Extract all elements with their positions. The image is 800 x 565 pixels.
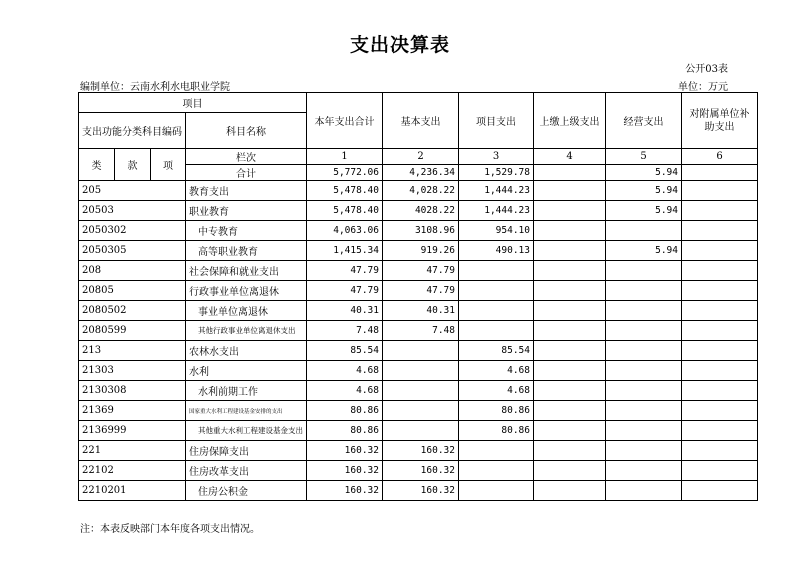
amount-cell: 160.32	[307, 481, 383, 501]
header-subject-name: 科目名称	[186, 113, 307, 149]
amount-cell: 3108.96	[383, 221, 459, 241]
amount-cell	[534, 381, 606, 401]
amount-cell: 1,444.23	[459, 201, 534, 221]
amount-cell	[459, 461, 534, 481]
amount-cell: 1,444.23	[459, 181, 534, 201]
function-code: 20503	[79, 201, 186, 221]
amount-cell	[682, 481, 758, 501]
total-label: 合计	[186, 165, 307, 181]
function-code: 2080502	[79, 301, 186, 321]
amount-cell: 7.48	[307, 321, 383, 341]
amount-cell	[383, 361, 459, 381]
table-row	[79, 241, 758, 261]
table-row	[79, 221, 758, 241]
amount-cell: 47.79	[307, 261, 383, 281]
amount-cell: 80.86	[459, 421, 534, 441]
table-row	[79, 181, 758, 201]
amount-cell: 5.94	[606, 201, 682, 221]
subject-name: 国家重大水利工程建设基金安排的支出	[186, 401, 307, 421]
amount-cell: 160.32	[383, 461, 459, 481]
function-code: 208	[79, 261, 186, 281]
amount-cell	[534, 241, 606, 261]
header-project: 项目支出	[459, 93, 534, 149]
amount-cell: 5.94	[606, 241, 682, 261]
table-row	[79, 321, 758, 341]
amount-cell: 4028.22	[383, 201, 459, 221]
amount-cell	[383, 381, 459, 401]
currency-unit: 单位：万元	[678, 82, 728, 93]
amount-cell	[534, 261, 606, 281]
subject-name: 行政事业单位离退休	[186, 281, 307, 301]
amount-cell	[534, 281, 606, 301]
amount-cell: 80.86	[459, 401, 534, 421]
function-code: 205	[79, 181, 186, 201]
col-number: 1	[307, 149, 383, 165]
amount-cell	[606, 221, 682, 241]
amount-cell	[383, 401, 459, 421]
amount-cell	[383, 421, 459, 441]
subject-name: 农林水支出	[186, 341, 307, 361]
amount-cell: 160.32	[307, 461, 383, 481]
amount-cell	[534, 361, 606, 381]
function-code: 2136999	[79, 421, 186, 441]
subject-name: 其他重大水利工程建设基金支出	[186, 421, 307, 441]
amount-cell	[606, 361, 682, 381]
amount-cell	[459, 261, 534, 281]
amount-cell: 490.13	[459, 241, 534, 261]
subject-name: 社会保障和就业支出	[186, 261, 307, 281]
function-code: 22102	[79, 461, 186, 481]
amount-cell	[682, 401, 758, 421]
amount-cell	[682, 441, 758, 461]
amount-cell	[534, 461, 606, 481]
total-cell: 4,236.34	[383, 165, 459, 181]
subject-name: 中专教育	[186, 221, 307, 241]
amount-cell: 5,478.40	[307, 201, 383, 221]
table-row	[79, 201, 758, 221]
amount-cell	[682, 261, 758, 281]
header-lanci: 栏次	[186, 149, 307, 165]
function-code: 213	[79, 341, 186, 361]
amount-cell	[682, 241, 758, 261]
amount-cell	[682, 301, 758, 321]
amount-cell	[682, 421, 758, 441]
document-number: 公开03表	[685, 64, 728, 75]
amount-cell: 160.32	[383, 481, 459, 501]
amount-cell	[606, 461, 682, 481]
table-row	[79, 341, 758, 361]
amount-cell	[682, 201, 758, 221]
amount-cell: 7.48	[383, 321, 459, 341]
function-code: 21303	[79, 361, 186, 381]
col-number: 3	[459, 149, 534, 165]
amount-cell	[606, 341, 682, 361]
function-code: 21369	[79, 401, 186, 421]
amount-cell	[682, 361, 758, 381]
function-code: 20805	[79, 281, 186, 301]
page-title: 支出决算表	[349, 34, 450, 56]
amount-cell	[534, 221, 606, 241]
header-xiang: 项	[151, 149, 186, 181]
header-business: 经营支出	[606, 93, 682, 149]
amount-cell: 5,478.40	[307, 181, 383, 201]
subject-name: 住房保障支出	[186, 441, 307, 461]
header-item: 项目	[79, 93, 307, 113]
amount-cell	[606, 281, 682, 301]
amount-cell: 1,415.34	[307, 241, 383, 261]
amount-cell	[534, 421, 606, 441]
amount-cell	[606, 301, 682, 321]
table-row	[79, 381, 758, 401]
function-code: 2130308	[79, 381, 186, 401]
header-subsidy: 对附属单位补助支出	[682, 93, 758, 149]
subject-name: 水利前期工作	[186, 381, 307, 401]
amount-cell	[606, 381, 682, 401]
amount-cell	[383, 341, 459, 361]
col-number: 4	[534, 149, 606, 165]
amount-cell	[682, 221, 758, 241]
total-cell: 5,772.06	[307, 165, 383, 181]
amount-cell: 5.94	[606, 181, 682, 201]
amount-cell: 40.31	[383, 301, 459, 321]
table-row	[79, 261, 758, 281]
amount-cell	[534, 341, 606, 361]
header-kuan: 款	[115, 149, 151, 181]
function-code: 2050305	[79, 241, 186, 261]
amount-cell	[682, 341, 758, 361]
total-cell: 5.94	[606, 165, 682, 181]
subject-name: 事业单位离退休	[186, 301, 307, 321]
table-row	[79, 281, 758, 301]
amount-cell	[606, 441, 682, 461]
amount-cell	[534, 321, 606, 341]
subject-name: 教育支出	[186, 181, 307, 201]
amount-cell	[459, 281, 534, 301]
subject-name: 住房改革支出	[186, 461, 307, 481]
amount-cell	[534, 181, 606, 201]
header-upper: 上缴上级支出	[534, 93, 606, 149]
amount-cell	[606, 481, 682, 501]
amount-cell: 80.86	[307, 421, 383, 441]
amount-cell	[534, 481, 606, 501]
amount-cell	[534, 441, 606, 461]
amount-cell: 85.54	[459, 341, 534, 361]
amount-cell	[682, 281, 758, 301]
amount-cell: 919.26	[383, 241, 459, 261]
amount-cell: 4.68	[459, 361, 534, 381]
col-number: 6	[682, 149, 758, 165]
total-cell: 1,529.78	[459, 165, 534, 181]
amount-cell: 47.79	[383, 261, 459, 281]
compiling-unit: 编制单位：云南水利水电职业学院	[80, 82, 230, 93]
amount-cell	[682, 321, 758, 341]
function-code: 221	[79, 441, 186, 461]
amount-cell	[534, 301, 606, 321]
header-basic: 基本支出	[383, 93, 459, 149]
header-total: 本年支出合计	[307, 93, 383, 149]
expenditure-table	[78, 92, 758, 501]
amount-cell	[682, 181, 758, 201]
subject-name: 高等职业教育	[186, 241, 307, 261]
table-row	[79, 461, 758, 481]
amount-cell	[534, 401, 606, 421]
header-lei: 类	[79, 149, 115, 181]
amount-cell: 4.68	[307, 361, 383, 381]
amount-cell	[606, 401, 682, 421]
subject-name: 水利	[186, 361, 307, 381]
amount-cell: 40.31	[307, 301, 383, 321]
amount-cell: 4,028.22	[383, 181, 459, 201]
amount-cell: 954.10	[459, 221, 534, 241]
amount-cell	[459, 441, 534, 461]
subject-name: 其他行政事业单位离退休支出	[186, 321, 307, 341]
col-number: 2	[383, 149, 459, 165]
amount-cell: 80.86	[307, 401, 383, 421]
total-cell	[682, 165, 758, 181]
amount-cell: 47.79	[307, 281, 383, 301]
col-number: 5	[606, 149, 682, 165]
amount-cell: 160.32	[383, 441, 459, 461]
amount-cell: 85.54	[307, 341, 383, 361]
table-row	[79, 361, 758, 381]
function-code: 2050302	[79, 221, 186, 241]
header-func-code: 支出功能分类科目编码	[79, 113, 186, 149]
amount-cell: 160.32	[307, 441, 383, 461]
function-code: 2210201	[79, 481, 186, 501]
amount-cell	[606, 421, 682, 441]
amount-cell	[606, 321, 682, 341]
subject-name: 住房公积金	[186, 481, 307, 501]
table-row	[79, 481, 758, 501]
subject-name: 职业教育	[186, 201, 307, 221]
amount-cell	[606, 261, 682, 281]
amount-cell: 4,063.06	[307, 221, 383, 241]
amount-cell: 4.68	[459, 381, 534, 401]
amount-cell	[534, 201, 606, 221]
amount-cell	[682, 381, 758, 401]
amount-cell	[459, 481, 534, 501]
table-row	[79, 421, 758, 441]
total-cell	[534, 165, 606, 181]
footnote: 注：本表反映部门本年度各项支出情况。	[80, 524, 260, 535]
table-row	[79, 401, 758, 421]
amount-cell	[682, 461, 758, 481]
table-row	[79, 441, 758, 461]
amount-cell: 47.79	[383, 281, 459, 301]
table-row	[79, 301, 758, 321]
amount-cell	[459, 321, 534, 341]
amount-cell: 4.68	[307, 381, 383, 401]
function-code: 2080599	[79, 321, 186, 341]
amount-cell	[459, 301, 534, 321]
